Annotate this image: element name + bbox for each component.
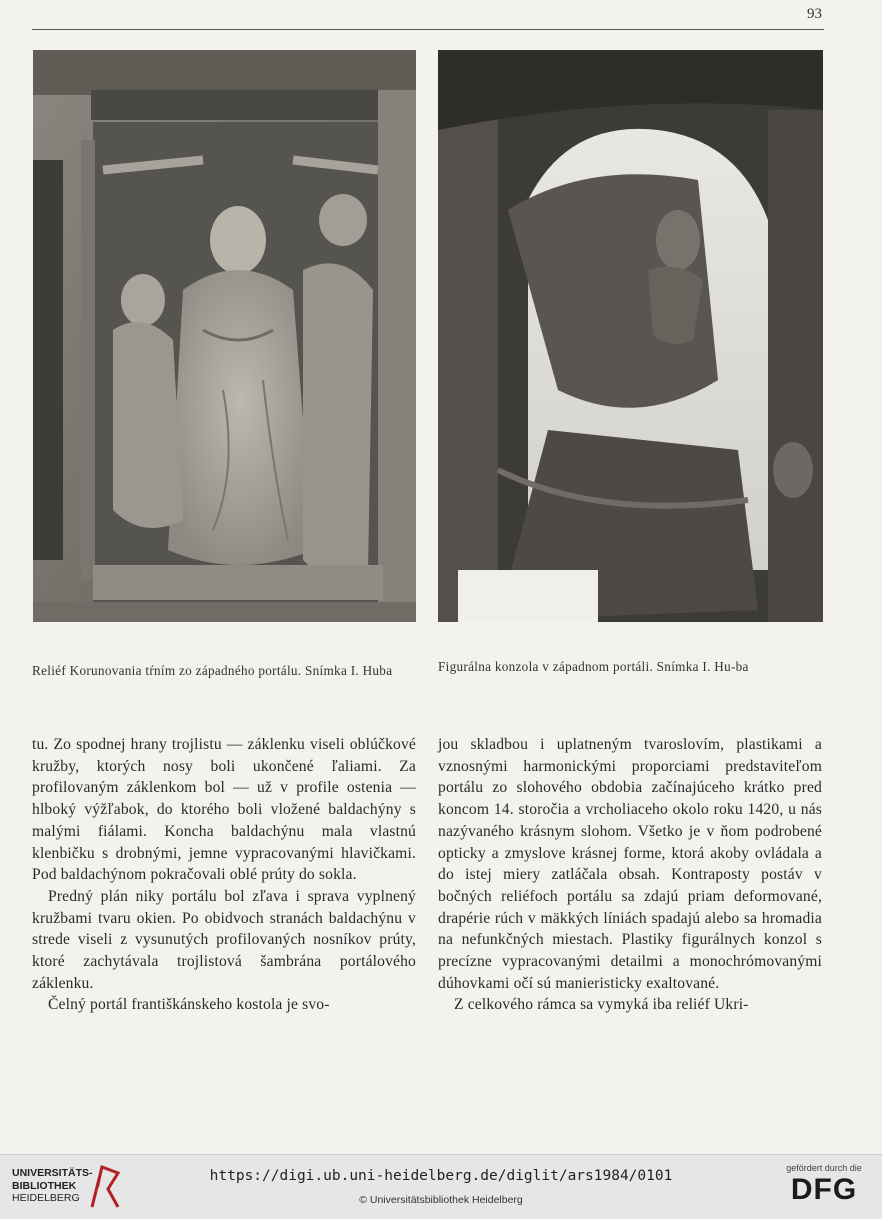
paragraph: Z celkového rámca sa vymyká iba reliéf Ukri- [454, 996, 749, 1014]
console-photo [438, 50, 823, 622]
copyright-notice: © Universitätsbibliothek Heidelberg [359, 1194, 523, 1206]
library-name-line2: BIBLIOTHEK [12, 1179, 77, 1192]
paragraph: Čelný portál františkánskeho kostola je svo- [48, 996, 330, 1014]
right-text-column [438, 734, 822, 1016]
paragraph: tu. Zo spodnej hrany trojlistu — záklenku viseli oblúčkové kružby, ktorých nosy boli ukončené ľaliami. Za profilovaným záklenkom bol — už v profile ostenia — hlboký výžľabok, do ktorého boli vložené baldachýny s malými fiálami. Koncha baldachýnu mala vlastnú klenbičku s drobnými, jemne vypracovanými hlavičkami. Pod baldachýnom pokračovali oblé prúty do sokla. [32, 736, 416, 884]
header-rule [32, 29, 824, 30]
left-figure-caption: Reliéf Korunovania tŕním zo západného portálu. Snímka I. Huba [32, 663, 393, 678]
page-number: 93 [807, 6, 822, 22]
dfg-logo: DFG [790, 1173, 858, 1206]
right-figure-caption: Figurálna konzola v západnom portáli. Snímka I. Hu-ba [438, 659, 749, 674]
paragraph: Predný plán niky portálu bol zľava i sprava vyplnený kružbami tvaru okien. Po obidvoch stranách baldachýnu v strede viseli z vysunutých profilovaných nosníkov prúty, ktoré zachytávala trojlistová šambrána portálového záklenku. [32, 887, 416, 992]
sponsor-label: gefördert durch die [786, 1163, 862, 1173]
footer-bar [0, 1154, 882, 1219]
relief-photo [33, 50, 416, 622]
sponsor-block[interactable] [782, 1163, 866, 1207]
console-image [438, 50, 823, 622]
permalink-url[interactable]: https://digi.ub.uni-heidelberg.de/diglit/ars1984/0101 [209, 1168, 673, 1184]
paragraph: jou skladbou i uplatneným tvaroslovím, plastikami a vznosnými harmonickými proporciami predstaviteľom portálu zo slohového obdobia začínajúceho krátko pred koncom 14. storočia a vrcholiaceho okolo roku 1420, u nás nazývaného krásnym slohom. Všetko je v ňom podrobené opticky a zmyslove krásnej forme, ktorá akoby ovládala a do istej miery zatláčala obsah. Kontraposty postáv v bočných reliéfoch portálu sa zdajú priam deformované, drapérie rúch v mäkkých líniách spadajú alebo sa hromadia na nefunkčných miestach. Plastiky figurálnych konzol s precízne vypracovanými detailmi a monochrómovanými dúhovkami očí sú manieristicky exaltované. [438, 736, 822, 992]
library-name-line3: HEIDELBERG [12, 1192, 80, 1204]
relief-image [33, 50, 416, 622]
library-name-line1: UNIVERSITÄTS- [12, 1167, 93, 1179]
left-text-column [32, 734, 416, 1016]
